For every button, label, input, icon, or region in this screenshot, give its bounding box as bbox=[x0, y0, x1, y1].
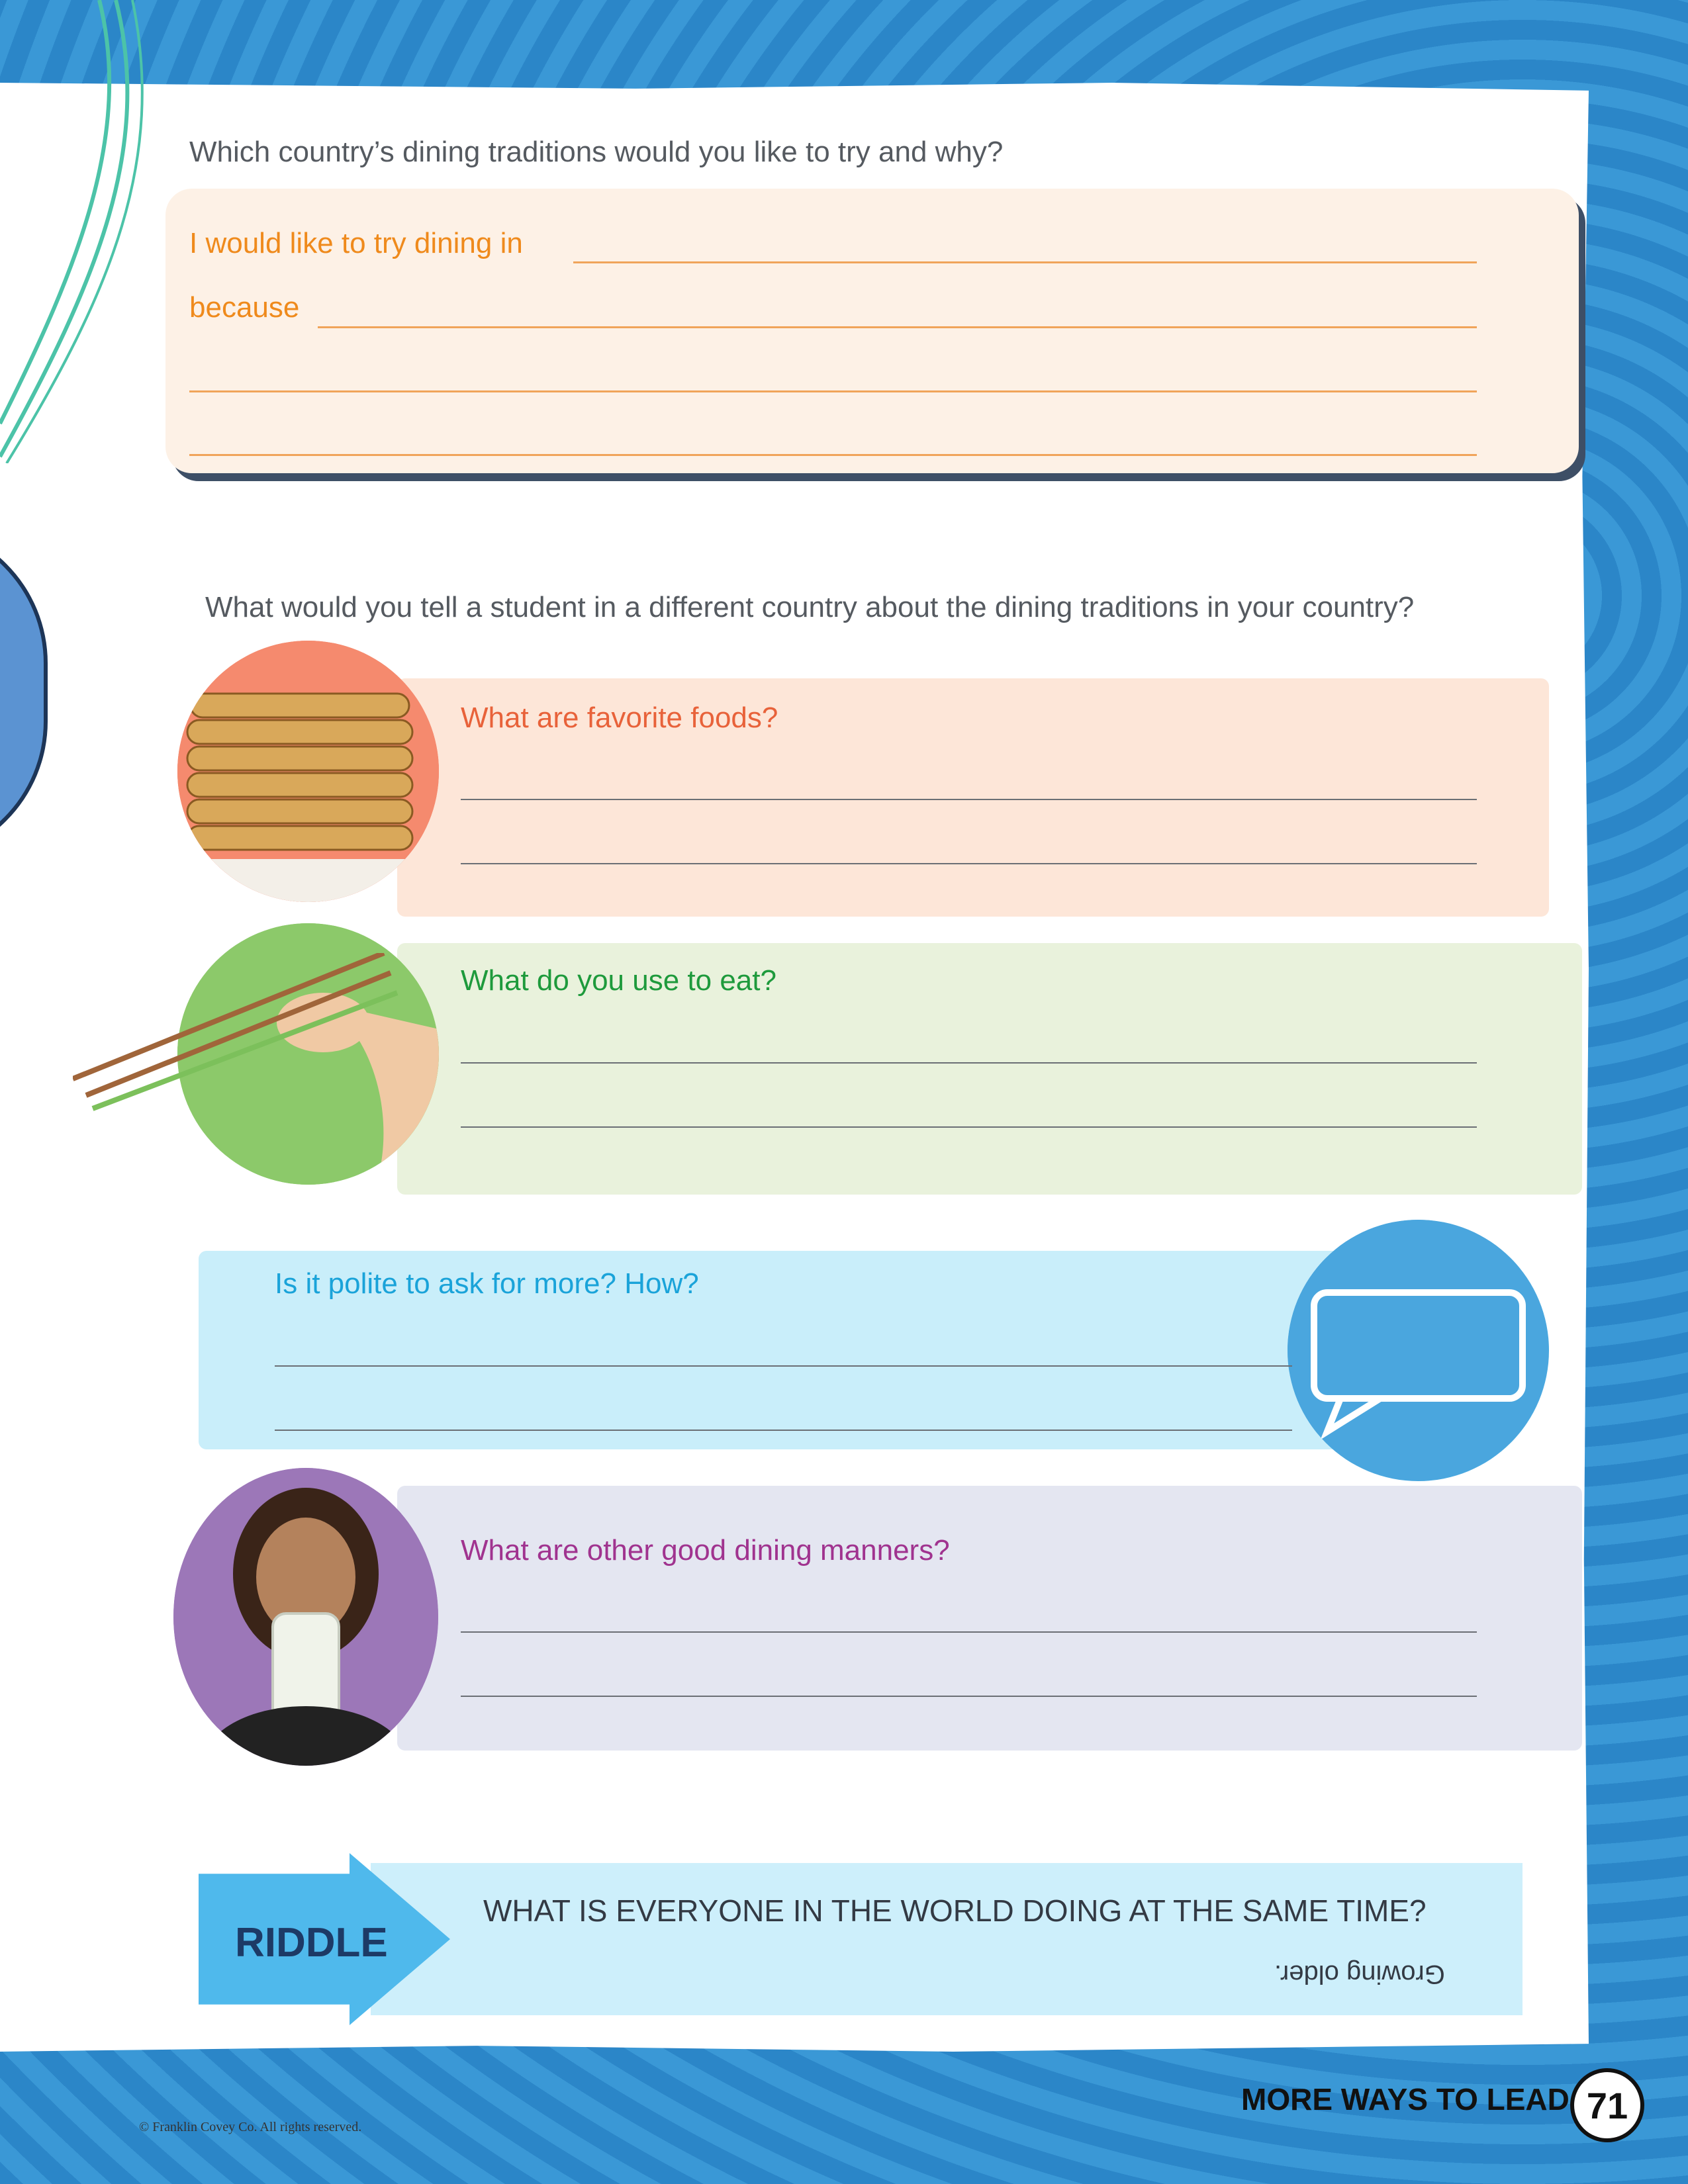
foods-line-2[interactable] bbox=[461, 863, 1477, 864]
answer-line-because[interactable] bbox=[318, 326, 1477, 328]
answer-line-3[interactable] bbox=[189, 390, 1477, 392]
foods-line-1[interactable] bbox=[461, 799, 1477, 800]
page-number: 71 bbox=[1570, 2068, 1644, 2142]
answer-line-4[interactable] bbox=[189, 454, 1477, 456]
swirl-decoration bbox=[0, 0, 172, 463]
footer-section-title: MORE WAYS TO LEAD bbox=[1241, 2082, 1570, 2116]
manners-line-2[interactable] bbox=[461, 1696, 1477, 1697]
because-label: because bbox=[189, 291, 300, 324]
utensils-line-2[interactable] bbox=[461, 1126, 1477, 1128]
manners-line-1[interactable] bbox=[461, 1631, 1477, 1633]
question-utensils: What do you use to eat? bbox=[461, 964, 776, 997]
copyright: © Franklin Covey Co. All rights reserved. bbox=[139, 2120, 362, 2134]
question-band-manners bbox=[397, 1486, 1582, 1751]
polite-line-2[interactable] bbox=[275, 1430, 1292, 1431]
speech-bubble-icon bbox=[1288, 1220, 1549, 1481]
riddle-label: RIDDLE bbox=[235, 1920, 388, 1966]
girl-drinking-photo bbox=[173, 1468, 438, 1766]
question-polite: Is it polite to ask for more? How? bbox=[275, 1267, 699, 1300]
answer-line-country[interactable] bbox=[573, 261, 1477, 263]
try-dining-label: I would like to try dining in bbox=[189, 227, 523, 259]
top-prompt: Which country’s dining traditions would you like to try and why? bbox=[189, 136, 1004, 168]
riddle-answer: Growing older. bbox=[1274, 1960, 1445, 1989]
utensils-line-1[interactable] bbox=[461, 1062, 1477, 1064]
question-favorite-foods: What are favorite foods? bbox=[461, 702, 778, 734]
section2-prompt: What would you tell a student in a different country about the dining traditions in your country? bbox=[205, 591, 1415, 623]
polite-line-1[interactable] bbox=[275, 1365, 1292, 1367]
question-manners: What are other good dining manners? bbox=[461, 1534, 950, 1567]
chopsticks-icon bbox=[73, 953, 404, 1112]
pancakes-photo bbox=[177, 641, 439, 902]
riddle-band bbox=[371, 1863, 1523, 2015]
riddle-question: WHAT IS EVERYONE IN THE WORLD DOING AT THE SAME TIME? bbox=[483, 1893, 1427, 1928]
